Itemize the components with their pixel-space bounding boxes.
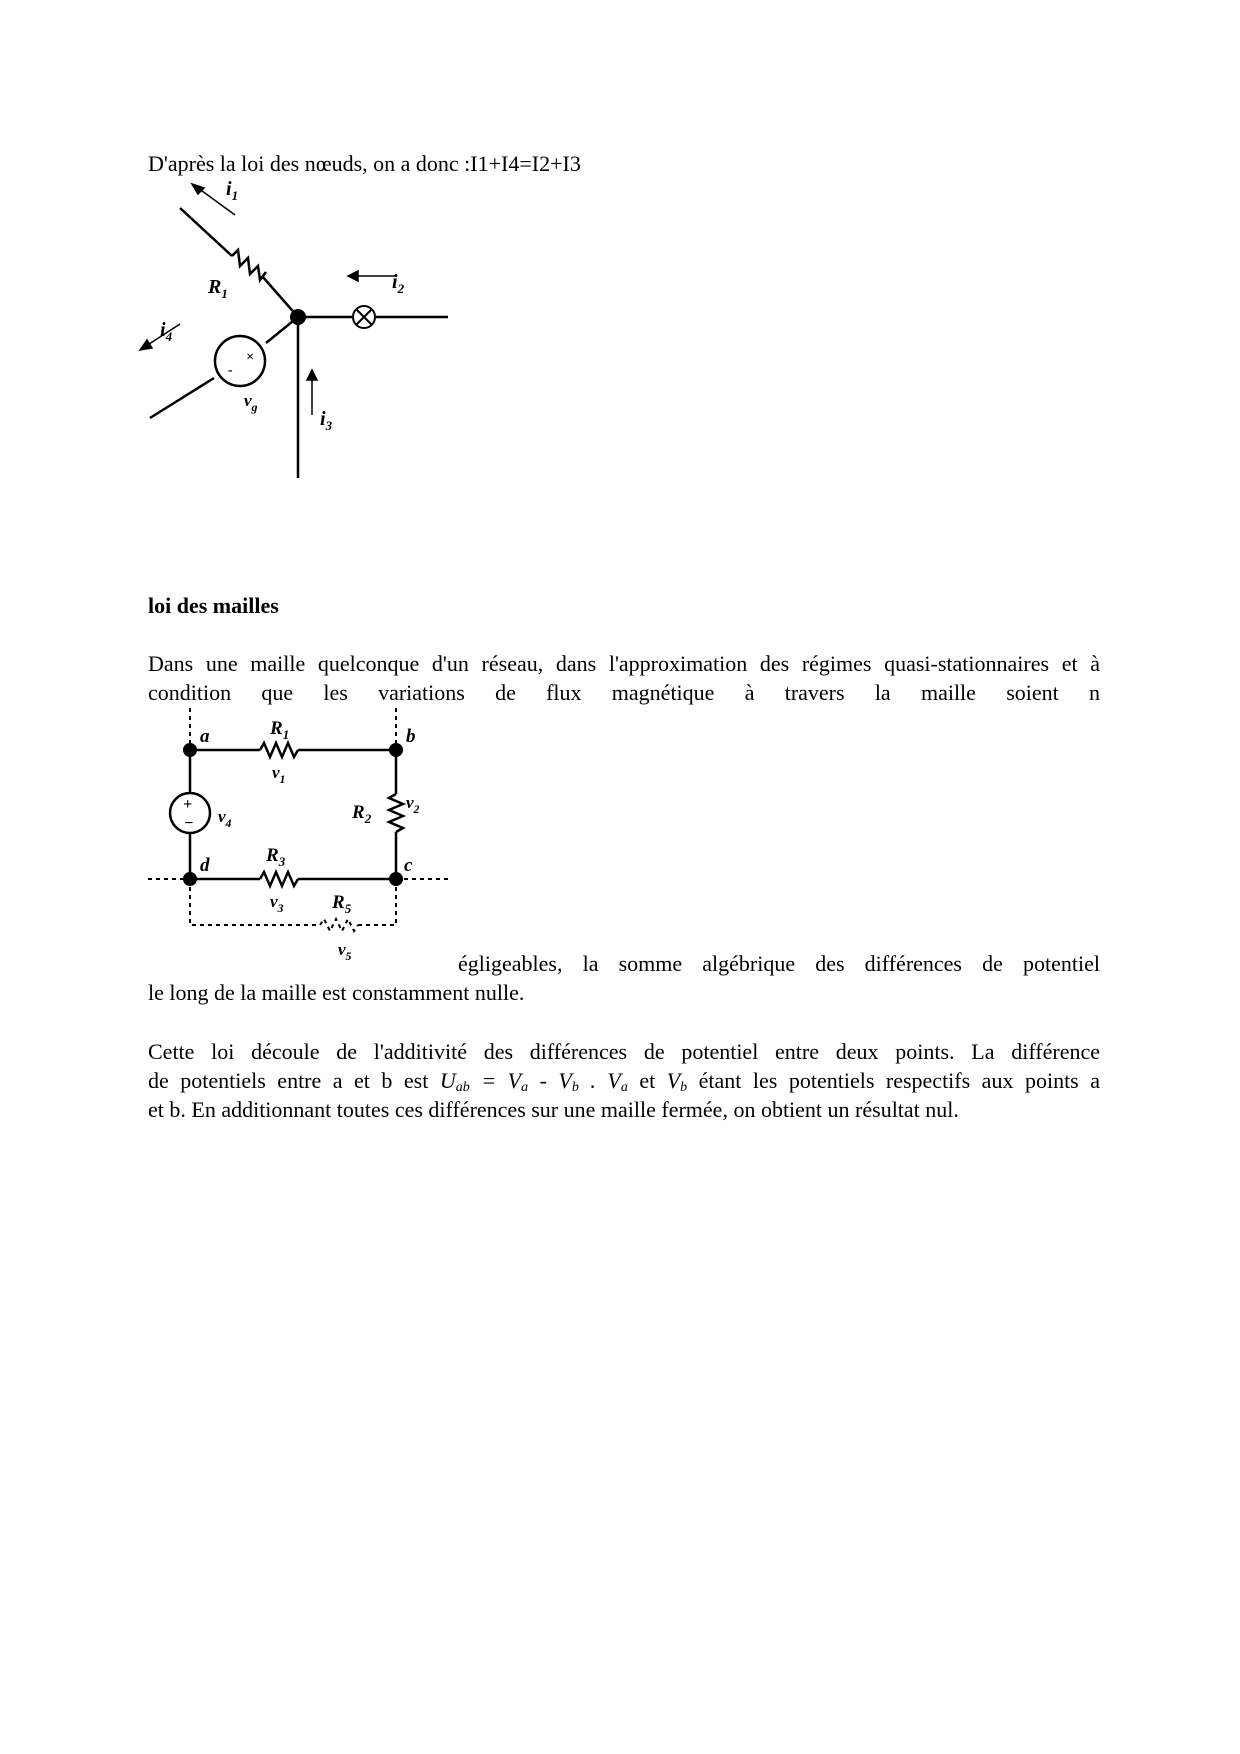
additivity-line-2: de potentiels entre a et b est $U_{ab} = V_a - V_b$ . $V_a$ et $V_b$ étant les potentiels respectifs aux points a — [148, 1068, 1101, 1095]
svg-text:R1 — [269, 718, 289, 742]
v-b-2: V — [666, 1068, 681, 1093]
node-d — [183, 872, 197, 886]
dashed-r5-resistor — [320, 919, 358, 931]
label-v1-sub: 1 — [279, 772, 286, 786]
svg-text:R2 — [351, 802, 372, 826]
label-r3: R — [266, 845, 279, 866]
label-v4: v — [218, 807, 226, 826]
svg-text:R3 — [265, 845, 286, 869]
label-v5: v — [338, 940, 346, 959]
junction-node — [290, 309, 306, 325]
additivity-line-1: Cette loi découle de l'additivité des différences de potentiel entre deux points. La différence — [148, 1039, 1100, 1064]
mesh-law-paragraph-1: Dans une maille quelconque d'un réseau, dans l'approximation des régimes quasi-stationnaires et à condition que les variations de flux magnétique à travers la maille soient n — [148, 651, 1100, 705]
label-v3-sub: 3 — [277, 901, 284, 915]
label-r1: R — [270, 718, 283, 739]
i1-arrow-head — [192, 184, 204, 194]
i4-arrow-head — [140, 340, 152, 350]
label-r2: R — [352, 802, 365, 823]
svg-text:i4 — [160, 319, 173, 344]
mesh-law-line-2: le long de la maille est constamment nulle. — [148, 980, 525, 1005]
resistor-r1 — [260, 743, 298, 757]
label-v3: v — [270, 892, 278, 911]
label-i2: i — [392, 271, 398, 293]
label-i1-sub: 1 — [231, 188, 239, 203]
dashed-r5-path — [190, 879, 320, 925]
nodes-law-text: D'après la loi des nœuds, on a donc :I1+I4=I2+I3 — [148, 151, 581, 176]
label-node-b: b — [406, 726, 416, 747]
label-i1: i — [226, 178, 232, 200]
label-r3-sub: 3 — [278, 854, 286, 869]
label-v2-sub: 2 — [413, 802, 420, 816]
source-plus: + — [183, 796, 193, 813]
node-b — [389, 743, 403, 757]
mesh-law-line-1: égligeables, la somme algébrique des différences de potentiel — [458, 951, 1100, 976]
mesh-circuit-diagram — [148, 708, 468, 978]
node-c — [389, 872, 403, 886]
svg-text:v5 — [338, 940, 352, 963]
label-vg: v — [244, 391, 252, 410]
u-ab: U — [439, 1068, 456, 1093]
label-i4-sub: 4 — [165, 329, 173, 344]
label-i4: i — [160, 319, 166, 341]
v-a: V — [507, 1068, 522, 1093]
generator-symbol — [215, 336, 265, 386]
label-r1-sub: 1 — [282, 727, 290, 742]
label-r1-sub: 1 — [221, 286, 228, 301]
gen-plus-sign: × — [246, 350, 254, 365]
label-i3-sub: 3 — [325, 418, 333, 433]
v-b: V — [558, 1068, 572, 1093]
node-law-diagram — [140, 180, 460, 480]
label-node-d: d — [200, 855, 210, 876]
i3-arrow-head — [307, 370, 317, 380]
svg-text:v2 — [406, 793, 420, 816]
gen-minus-sign: - — [228, 363, 233, 378]
resistor-r3 — [260, 872, 298, 886]
r1-wire-upper — [180, 208, 232, 256]
additivity-paragraph — [148, 1037, 1100, 1124]
section-heading: loi des mailles — [148, 593, 279, 618]
dashed-r5-path-right — [358, 879, 396, 925]
label-v2: v — [406, 793, 414, 812]
label-r5: R — [332, 892, 345, 913]
r1-resistor — [232, 250, 266, 280]
svg-text:R5 — [331, 892, 352, 916]
label-i3: i — [320, 408, 326, 430]
label-node-a: a — [200, 726, 210, 747]
lamp-symbol — [353, 306, 375, 328]
svg-text:i2 — [392, 271, 405, 296]
resistor-r2 — [389, 794, 403, 832]
label-r5-sub: 5 — [344, 901, 352, 916]
label-v4-sub: 4 — [225, 816, 232, 830]
additivity-line-3: et b. En additionnant toutes ces différences sur une maille fermée, on obtient un résultat nul. — [148, 1097, 959, 1122]
node-a — [183, 743, 197, 757]
label-node-c: c — [404, 855, 413, 876]
svg-text:i1 — [226, 178, 238, 203]
label-vg-sub: g — [251, 400, 258, 414]
label-v1: v — [272, 763, 280, 782]
i2-arrow-head — [348, 271, 358, 281]
svg-text:vg — [244, 391, 258, 414]
svg-text:R1 — [207, 276, 228, 301]
svg-text:v4 — [218, 807, 232, 830]
gen-wire-lower — [150, 378, 214, 418]
svg-text:v3 — [270, 892, 284, 915]
source-minus: − — [184, 815, 194, 832]
label-i2-sub: 2 — [397, 281, 405, 296]
label-r1: R — [208, 276, 222, 298]
v-a-2: V — [607, 1068, 621, 1093]
svg-text:v1 — [272, 763, 286, 786]
r1-wire-lower — [262, 276, 298, 317]
label-v5-sub: 5 — [345, 949, 352, 963]
svg-text:i3 — [320, 408, 333, 433]
label-r2-sub: 2 — [364, 811, 372, 826]
